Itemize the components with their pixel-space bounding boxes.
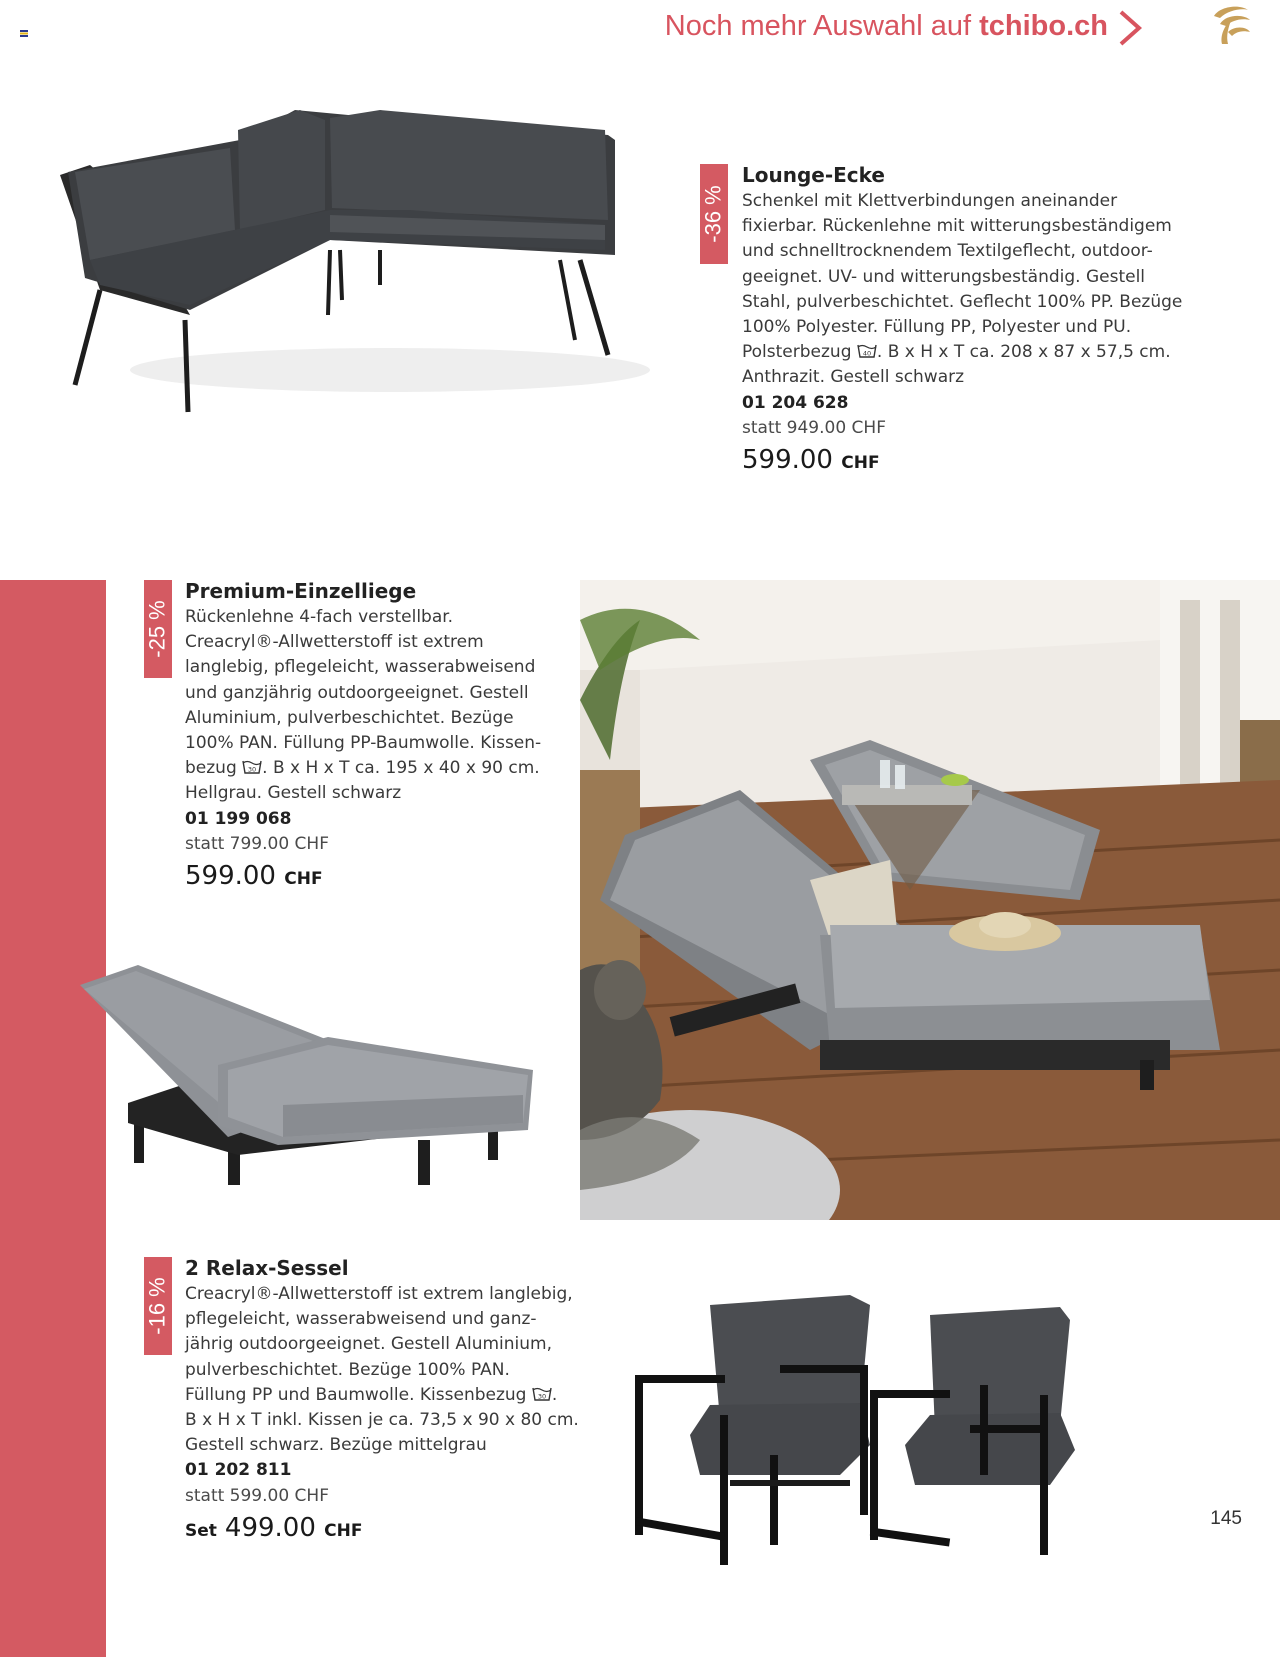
- lifestyle-photo: [580, 580, 1280, 1220]
- product-title: Premium-Einzelliege: [185, 579, 417, 603]
- article-number: 01 204 628: [742, 392, 849, 413]
- wash-text-after: . B x H x T ca. 195 x 40 x 90 cm.: [262, 758, 540, 779]
- desc-line: 100% PAN. Füllung PP-Baumwolle. Kissen-: [185, 733, 542, 754]
- article-number: 01 199 068: [185, 808, 292, 829]
- price-currency: CHF: [284, 869, 323, 890]
- desc-line: und schnelltrocknendem Textilgeflecht, outdoor-: [742, 241, 1153, 262]
- old-price: statt 799.00 CHF: [185, 833, 329, 854]
- wash-temp: 30: [248, 765, 257, 774]
- desc-line: und ganzjährig outdoorgeeignet. Gestell: [185, 682, 529, 703]
- price-value: 599.00: [185, 861, 276, 892]
- wash-symbol-icon: [857, 342, 877, 358]
- price-currency: CHF: [841, 453, 880, 474]
- wash-temp: 40: [862, 349, 872, 358]
- price: [742, 445, 1242, 476]
- relax-chairs-image: [630, 1285, 1110, 1575]
- flag-icon: [20, 22, 28, 29]
- wash-symbol-icon: [532, 1385, 552, 1401]
- discount-badge: [142, 580, 172, 678]
- old-price: statt 949.00 CHF: [742, 417, 886, 438]
- product-title: Lounge-Ecke: [742, 163, 885, 187]
- desc-line: Rückenlehne 4-fach verstellbar.: [185, 607, 454, 627]
- desc-line: Stahl, pulverbeschichtet. Geflecht 100% PP. Bezüge: [742, 291, 1183, 312]
- tchibo-link[interactable]: [665, 10, 1108, 43]
- page-number: 145: [1210, 1508, 1242, 1529]
- set-label: Set: [185, 1520, 217, 1541]
- desc-line: [185, 1383, 585, 1408]
- badge-text: -16 %: [145, 1277, 171, 1335]
- link-domain: tchibo.ch: [979, 10, 1108, 42]
- product-lounge-ecke: [742, 162, 1242, 476]
- old-price: statt 599.00 CHF: [185, 1485, 329, 1506]
- desc-line: Creacryl®-Allwetterstoff ist extrem langlebig,: [185, 1284, 573, 1304]
- wash-temp: 30: [537, 1392, 546, 1401]
- product-premium-einzelliege: [185, 578, 575, 892]
- wash-text-before: bezug: [185, 758, 237, 779]
- lounge-corner-image: [60, 100, 660, 420]
- desc-line: langlebig, pflegeleicht, wasserabweisend: [185, 657, 536, 678]
- price-value: 499.00: [224, 1512, 316, 1543]
- product-relax-sessel: [185, 1255, 585, 1544]
- desc-line: B x H x T inkl. Kissen je ca. 73,5 x 90 x 80 cm.: [185, 1410, 579, 1431]
- chevron-right-icon[interactable]: [1115, 8, 1145, 48]
- wash-text-after: .: [551, 1384, 558, 1405]
- desc-line: Gestell schwarz. Bezüge mittelgrau: [185, 1435, 487, 1456]
- desc-line: Hellgrau. Gestell schwarz: [185, 783, 402, 804]
- tchibo-logo-icon: [1206, 2, 1254, 48]
- product-title: 2 Relax-Sessel: [185, 1256, 349, 1280]
- desc-line: Schenkel mit Klettverbindungen aneinander: [742, 191, 1118, 211]
- price-currency: CHF: [324, 1520, 363, 1541]
- desc-line: jährig outdoorgeeignet. Gestell Aluminium,: [185, 1334, 552, 1355]
- desc-line: geeignet. UV- und witterungsbeständig. Gestell: [742, 266, 1146, 287]
- desc-line: Aluminium, pulverbeschichtet. Bezüge: [185, 707, 514, 728]
- desc-line: 100% Polyester. Füllung PP, Polyester und PU.: [742, 317, 1132, 338]
- article-number: 01 202 811: [185, 1460, 292, 1481]
- desc-line: pflegeleicht, wasserabweisend und ganz-: [185, 1309, 537, 1330]
- price-value: 599.00: [742, 445, 833, 476]
- price: [185, 861, 575, 892]
- wash-text-after: . B x H x T ca. 208 x 87 x 57,5 cm.: [876, 342, 1171, 363]
- discount-badge: [142, 1257, 172, 1355]
- wash-text-before: Polsterbezug: [742, 342, 852, 363]
- desc-line: fixierbar. Rückenlehne mit witterungsbeständigem: [742, 216, 1172, 237]
- discount-badge: [700, 164, 728, 264]
- wash-symbol-icon: [242, 758, 262, 774]
- link-prefix: Noch mehr Auswahl auf: [664, 10, 972, 42]
- badge-text: -25 %: [145, 600, 171, 658]
- wash-text-before: Füllung PP und Baumwolle. Kissenbezug: [185, 1384, 527, 1405]
- price: [185, 1512, 585, 1544]
- desc-line: pulverbeschichtet. Bezüge 100% PAN.: [185, 1359, 510, 1380]
- desc-line: Anthrazit. Gestell schwarz: [742, 367, 965, 388]
- desc-line: [742, 340, 1242, 365]
- desc-line: Creacryl®-Allwetterstoff ist extrem: [185, 632, 484, 653]
- desc-line: [185, 756, 575, 781]
- badge-text: -36 %: [701, 185, 727, 243]
- lounger-product-image: [78, 955, 548, 1205]
